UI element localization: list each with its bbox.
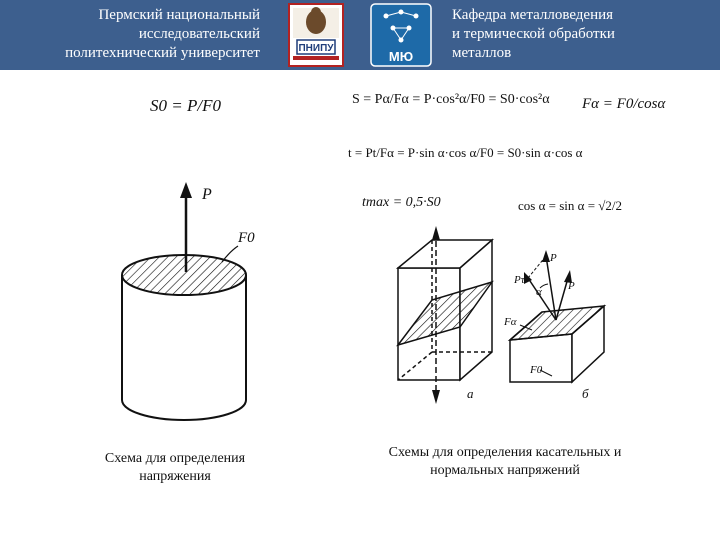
label-f-alpha: Fα — [504, 316, 517, 328]
label-pt: Pτ — [514, 274, 525, 286]
label-f0-right: F0 — [530, 364, 543, 376]
formula-f-alpha: Fα = F0/cosα — [582, 96, 666, 112]
formula-cos-sin: cos α = sin α = √2/2 — [518, 198, 623, 213]
formula-s0: S0 = P/F0 — [150, 96, 221, 115]
label-f0-left: F0 — [238, 230, 255, 246]
caption-left — [70, 450, 280, 486]
formula-tmax: tmax = 0,5·S0 — [362, 195, 441, 210]
force-arrow-head — [180, 182, 192, 198]
label-b: б — [582, 386, 589, 401]
formula-t: t = Pt/Fα = P·sin α·cos α/F0 = S0·sin α·cos α — [348, 145, 583, 160]
caption-right-line-1: Схемы для определения касательных и — [388, 445, 622, 460]
department-line-2: и термической обработки — [452, 26, 615, 42]
caption-right-line-2: нормальных напряжений — [430, 463, 580, 478]
department-line-1: Кафедра металловедения — [452, 7, 614, 23]
cylinder-body — [122, 275, 246, 420]
label-alpha: α — [536, 286, 542, 298]
cylinder-top-hatched — [122, 255, 246, 295]
university-line-3: политехнический университет — [65, 45, 260, 61]
caption-right — [360, 444, 650, 480]
university-line-2: исследовательский — [138, 26, 260, 42]
caption-left-line-1: Схема для определения — [104, 451, 246, 466]
logo-right-text: МЮ — [388, 49, 414, 64]
caption-left-line-2: напряжения — [139, 469, 211, 484]
university-line-1: Пермский национальный — [98, 7, 260, 23]
arrow-up-a — [432, 226, 440, 240]
label-p-top: P — [550, 252, 557, 264]
logo-left-text: ПНИПУ — [298, 43, 334, 54]
department-line-3: металлов — [452, 45, 512, 61]
label-p-normal: P — [568, 280, 575, 292]
formula-s-alpha: S = Pα/Fα = P·cos²α/F0 = S0·cos²α — [352, 92, 550, 107]
label-p-left: P — [202, 186, 212, 203]
arrow-down-a — [432, 390, 440, 404]
f0-leader-line — [222, 246, 238, 262]
label-a: а — [467, 386, 474, 401]
